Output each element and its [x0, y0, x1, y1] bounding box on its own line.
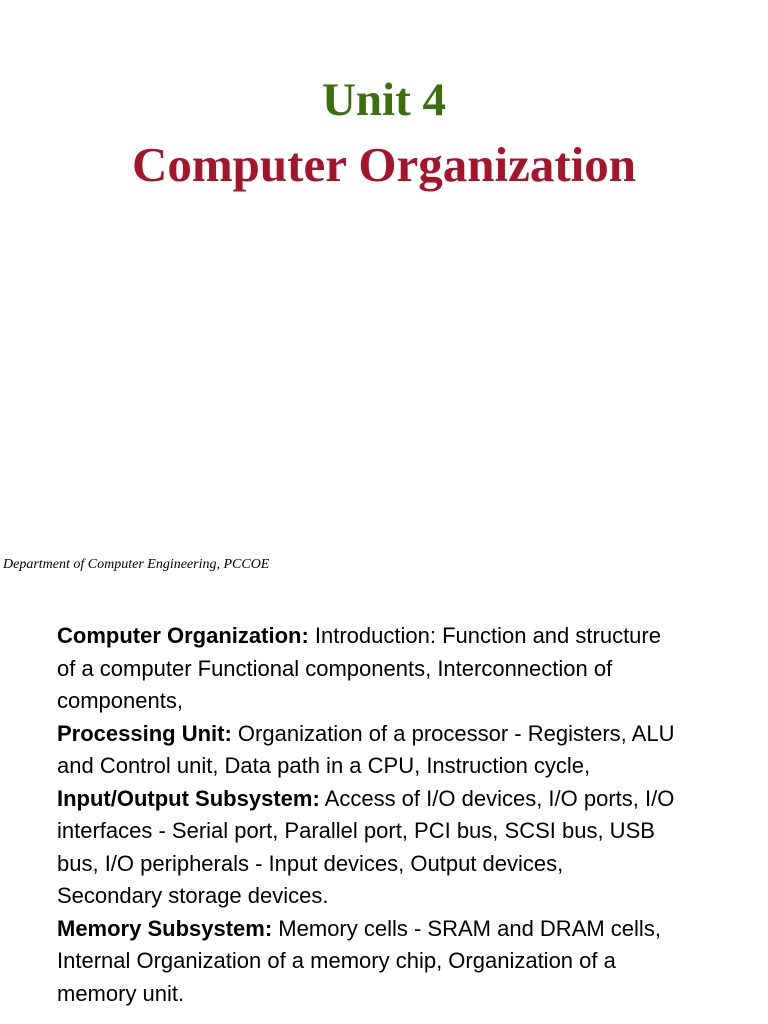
syllabus-term: Computer Organization:	[57, 623, 309, 648]
syllabus-text: bus, I/O peripherals - Input devices, Output devices,	[57, 850, 564, 876]
unit-title: Unit 4	[321, 74, 447, 126]
syllabus-item-computer-organization	[57, 620, 747, 718]
syllabus-text: interfaces - Serial port, Parallel port, PCI bus, SCSI bus, USB	[57, 818, 655, 843]
syllabus-item-memory-subsystem	[57, 913, 747, 1011]
syllabus-text: components,	[57, 688, 183, 713]
syllabus-item-processing-unit	[57, 718, 747, 783]
syllabus-content	[57, 620, 747, 1010]
topic-title: Computer Organization	[131, 137, 637, 192]
syllabus-text: Memory cells - SRAM and DRAM cells,	[272, 915, 661, 941]
syllabus-text: Secondary storage devices.	[57, 883, 329, 908]
syllabus-text: memory unit.	[57, 980, 185, 1006]
syllabus-text: Access of I/O devices, I/O ports, I/O	[319, 785, 675, 811]
syllabus-term: Memory Subsystem:	[57, 915, 273, 941]
syllabus-text: of a computer Functional components, Interconnection of	[57, 655, 613, 681]
syllabus-text: Organization of a processor - Registers, ALU	[231, 720, 675, 746]
syllabus-term: Input/Output Subsystem:	[57, 785, 320, 811]
department-footer: Department of Computer Engineering, PCCOE	[3, 557, 270, 572]
syllabus-text: Internal Organization of a memory chip, Organization of a	[57, 948, 616, 973]
syllabus-term: Processing Unit:	[57, 720, 232, 746]
syllabus-text: and Control unit, Data path in a CPU, Instruction cycle,	[57, 753, 591, 778]
syllabus-item-io-subsystem	[57, 783, 747, 913]
syllabus-text: Introduction: Function and structure	[308, 623, 661, 648]
